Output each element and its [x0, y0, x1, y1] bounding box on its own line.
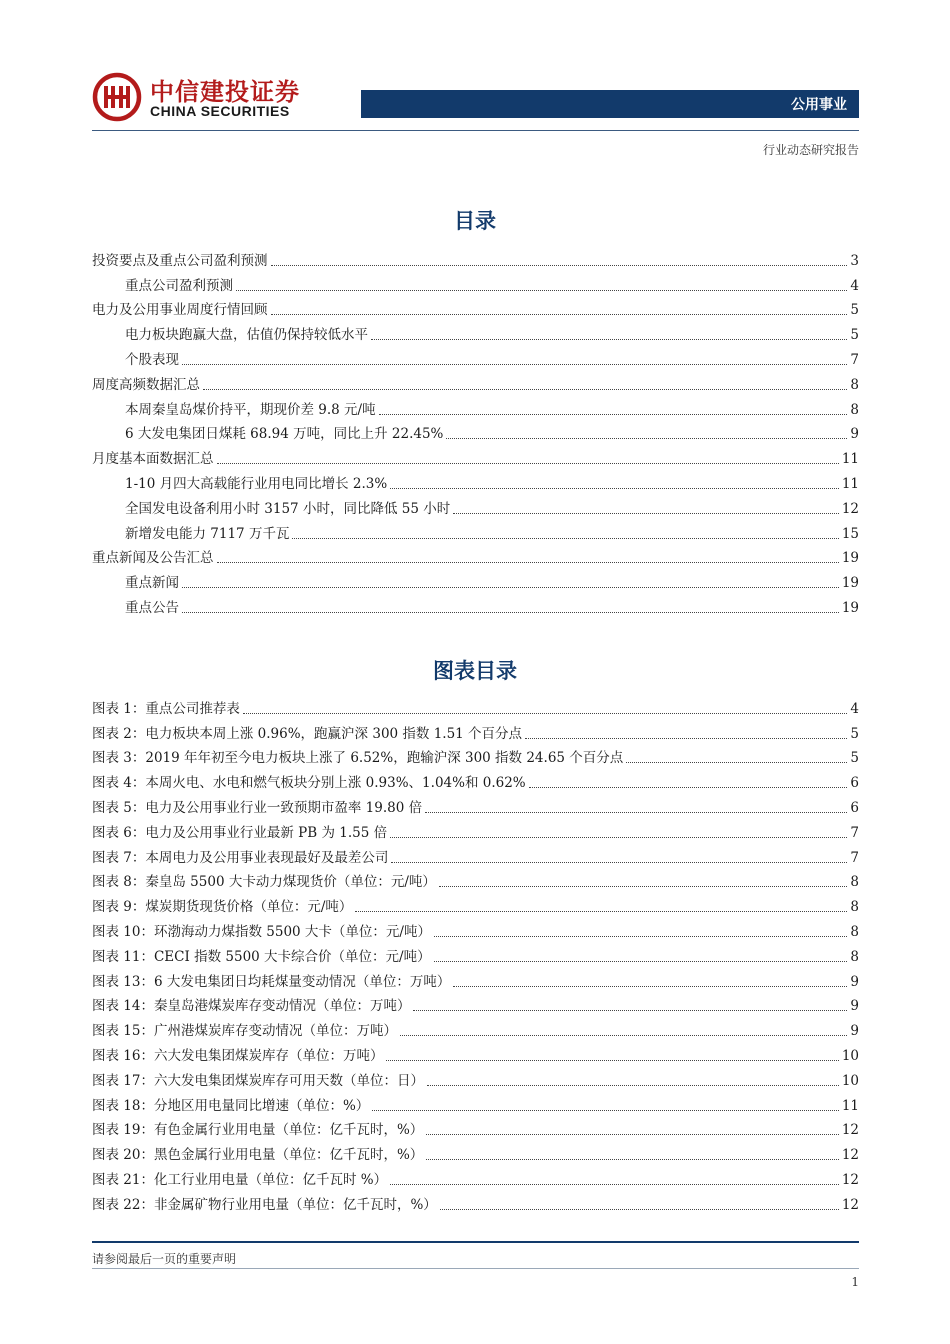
toc-entry-page: 3: [850, 252, 859, 269]
toc-entry[interactable]: [92, 443, 859, 468]
toc-entry-text: 重点公司盈利预测: [125, 277, 233, 294]
figure-entry-text: 图表 2：电力板块本周上涨 0.96%，跑赢沪深 300 指数 1.51 个百分点: [92, 725, 523, 742]
figure-entry-page: 12: [841, 1147, 859, 1164]
sector-banner: [361, 90, 859, 118]
toc-entry-page: 9: [850, 426, 859, 443]
dot-leader: [425, 811, 847, 813]
figure-entry[interactable]: [92, 1090, 859, 1115]
figure-entry[interactable]: [92, 817, 859, 842]
figure-entry-page: 7: [850, 824, 859, 841]
dot-leader: [236, 289, 847, 291]
figure-entry[interactable]: [92, 1065, 859, 1090]
toc-entry[interactable]: [92, 344, 859, 369]
figure-entry[interactable]: [92, 767, 859, 792]
toc-entry-text: 1-10 月四大高载能行业用电同比增长 2.3%: [125, 475, 388, 492]
dot-leader: [391, 861, 847, 863]
figure-entry-text: 图表 1：重点公司推荐表: [92, 700, 240, 717]
citic-logo-icon: [92, 72, 142, 122]
toc-entry[interactable]: [92, 468, 859, 493]
toc-entry[interactable]: [92, 518, 859, 543]
figure-entry-page: 9: [850, 1023, 859, 1040]
dot-leader: [413, 1009, 847, 1011]
toc-entry-text: 新增发电能力 7117 万千瓦: [125, 525, 290, 542]
figure-entry-page: 6: [850, 799, 859, 816]
figure-entry-text: 图表 7：本周电力及公用事业表现最好及最差公司: [92, 849, 389, 866]
dot-leader: [426, 1133, 839, 1135]
toc-entry-text: 全国发电设备利用小时 3157 小时，同比降低 55 小时: [125, 500, 451, 517]
dot-leader: [525, 737, 847, 739]
toc-entry-page: 8: [850, 376, 859, 393]
dot-leader: [439, 885, 848, 887]
figure-entry-page: 8: [850, 874, 859, 891]
footer-divider: [92, 1241, 859, 1243]
dot-leader: [217, 462, 839, 464]
toc-entry-page: 15: [841, 525, 859, 542]
toc-entry-page: 11: [841, 475, 859, 492]
toc-entry-page: 19: [841, 575, 859, 592]
dot-leader: [440, 1208, 839, 1210]
figure-entry-text: 图表 9：煤炭期货现货价格（单位：元/吨）: [92, 899, 353, 916]
toc-entry[interactable]: [92, 543, 859, 568]
figure-entry-text: 图表 20：黑色金属行业用电量（单位：亿千瓦时，%）: [92, 1147, 424, 1164]
footer-divider-thin: [92, 1268, 859, 1269]
dot-leader: [372, 1109, 839, 1111]
page-number: 1: [851, 1275, 859, 1289]
figure-entry[interactable]: [92, 1115, 859, 1140]
dot-leader: [271, 313, 848, 315]
figure-entry-page: 7: [850, 849, 859, 866]
dot-leader: [427, 1084, 839, 1086]
figure-entry[interactable]: [92, 1139, 859, 1164]
figure-entry-text: 图表 11：CECI 指数 5500 大卡综合价（单位：元/吨）: [92, 948, 431, 965]
dot-leader: [390, 1183, 839, 1185]
figure-entry-text: 图表 18：分地区用电量同比增速（单位：%）: [92, 1097, 370, 1114]
toc-entry[interactable]: [92, 394, 859, 419]
figure-entry-text: 图表 8：秦皇岛 5500 大卡动力煤现货价（单位：元/吨）: [92, 874, 436, 891]
figure-entry[interactable]: [92, 867, 859, 892]
toc-entry[interactable]: [92, 567, 859, 592]
dot-leader: [182, 363, 847, 365]
toc-entry[interactable]: [92, 493, 859, 518]
figure-entry-page: 12: [841, 1171, 859, 1188]
toc-entry-text: 投资要点及重点公司盈利预测: [92, 252, 268, 269]
figure-entry-text: 图表 17：六大发电集团煤炭库存可用天数（单位：日）: [92, 1072, 424, 1089]
toc-title: 目录: [454, 209, 496, 233]
figure-entry[interactable]: [92, 792, 859, 817]
dot-leader: [390, 836, 847, 838]
dot-leader: [434, 960, 848, 962]
dot-leader: [426, 1158, 839, 1160]
dot-leader: [453, 512, 839, 514]
sector-label: 公用事业: [791, 97, 847, 113]
dot-leader: [446, 437, 847, 439]
figure-entry-text: 图表 13：6 大发电集团日均耗煤量变动情况（单位：万吨）: [92, 973, 451, 990]
dot-leader: [355, 910, 847, 912]
figure-entry-page: 11: [841, 1097, 859, 1114]
figure-entry-text: 图表 10：环渤海动力煤指数 5500 大卡（单位：元/吨）: [92, 923, 431, 940]
toc-entry-page: 5: [850, 327, 859, 344]
figure-entry[interactable]: [92, 718, 859, 743]
figure-entry-page: 8: [850, 899, 859, 916]
dot-leader: [379, 413, 848, 415]
dot-leader: [390, 487, 839, 489]
figure-entry-page: 4: [850, 700, 859, 717]
toc-entry-page: 19: [841, 599, 859, 616]
figure-entry-page: 10: [841, 1047, 859, 1064]
figure-entry[interactable]: [92, 916, 859, 941]
figure-entry[interactable]: [92, 693, 859, 718]
toc-entry-text: 本周秦皇岛煤价持平，期现价差 9.8 元/吨: [125, 401, 376, 418]
figure-entry-page: 12: [841, 1122, 859, 1139]
dot-leader: [182, 611, 839, 613]
dot-leader: [292, 537, 838, 539]
dot-leader: [386, 1059, 838, 1061]
table-of-contents: [92, 245, 859, 617]
figure-entry-page: 9: [850, 998, 859, 1015]
figure-entry-page: 12: [841, 1196, 859, 1213]
figure-entry-text: 图表 22：非金属矿物行业用电量（单位：亿千瓦时，%）: [92, 1196, 437, 1213]
toc-entry-page: 4: [850, 277, 859, 294]
toc-entry-text: 重点新闻及公告汇总: [92, 550, 214, 567]
figure-entry-text: 图表 19：有色金属行业用电量（单位：亿千瓦时，%）: [92, 1122, 424, 1139]
toc-entry-text: 重点新闻: [125, 575, 179, 592]
dot-leader: [243, 712, 848, 714]
brand-name-cn: 中信建投证券: [150, 78, 300, 106]
figure-entry-text: 图表 14：秦皇岛港煤炭库存变动情况（单位：万吨）: [92, 998, 411, 1015]
report-type-label: 行业动态研究报告: [762, 143, 859, 157]
figure-entry-page: 8: [850, 923, 859, 940]
toc-entry[interactable]: [92, 592, 859, 617]
figure-entry-text: 图表 3：2019 年年初至今电力板块上涨了 6.52%，跑输沪深 300 指数 24.65 个百分点: [92, 750, 624, 767]
figure-entry[interactable]: [92, 1040, 859, 1065]
header-divider: [92, 130, 859, 131]
dot-leader: [203, 388, 847, 390]
toc-entry-text: 6 大发电集团日煤耗 68.94 万吨，同比上升 22.45%: [125, 426, 444, 443]
toc-entry-page: 5: [850, 302, 859, 319]
dot-leader: [626, 761, 847, 763]
toc-entry-page: 7: [850, 351, 859, 368]
figure-entry-text: 图表 6：电力及公用事业行业最新 PB 为 1.55 倍: [92, 824, 388, 841]
dot-leader: [434, 935, 847, 937]
figure-entry[interactable]: [92, 991, 859, 1016]
dot-leader: [371, 338, 847, 340]
toc-entry-page: 12: [841, 500, 859, 517]
toc-entry[interactable]: [92, 419, 859, 444]
toc-entry-text: 个股表现: [125, 351, 179, 368]
figure-entry-text: 图表 4：本周火电、水电和燃气板块分别上涨 0.93%、1.04%和 0.62%: [92, 775, 526, 792]
page-header: [0, 0, 950, 160]
figure-entry-page: 5: [850, 750, 859, 767]
figure-entry[interactable]: [92, 1164, 859, 1189]
figure-entry[interactable]: [92, 891, 859, 916]
toc-entry[interactable]: [92, 369, 859, 394]
figure-entry-page: 10: [841, 1072, 859, 1089]
figure-entry-text: 图表 15：广州港煤炭库存变动情况（单位：万吨）: [92, 1023, 397, 1040]
toc-entry[interactable]: [92, 245, 859, 270]
figure-entry[interactable]: [92, 966, 859, 991]
figure-entry-text: 图表 21：化工行业用电量（单位：亿千瓦时 %）: [92, 1171, 388, 1188]
figures-toc-title: 图表目录: [433, 659, 517, 683]
toc-entry-page: 8: [850, 401, 859, 418]
list-of-figures: [92, 693, 859, 1214]
toc-entry[interactable]: [92, 295, 859, 320]
toc-entry-page: 19: [841, 550, 859, 567]
figure-entry-page: 6: [850, 775, 859, 792]
toc-entry-text: 电力板块跑赢大盘，估值仍保持较低水平: [125, 327, 368, 344]
toc-entry-text: 重点公告: [125, 599, 179, 616]
dot-leader: [182, 586, 839, 588]
figure-entry-text: 图表 16：六大发电集团煤炭库存（单位：万吨）: [92, 1047, 384, 1064]
figure-entry[interactable]: [92, 1189, 859, 1214]
figure-entry-text: 图表 5：电力及公用事业行业一致预期市盈率 19.80 倍: [92, 799, 423, 816]
dot-leader: [529, 786, 848, 788]
brand-name-en: CHINA SECURITIES: [150, 103, 290, 119]
figure-entry[interactable]: [92, 941, 859, 966]
dot-leader: [400, 1034, 847, 1036]
dot-leader: [271, 264, 848, 266]
toc-entry-text: 月度基本面数据汇总: [92, 451, 214, 468]
dot-leader: [217, 561, 839, 563]
figure-entry[interactable]: [92, 842, 859, 867]
toc-entry-text: 电力及公用事业周度行情回顾: [92, 302, 268, 319]
toc-entry-page: 11: [841, 451, 859, 468]
toc-entry[interactable]: [92, 270, 859, 295]
figure-entry[interactable]: [92, 1015, 859, 1040]
figure-entry-page: 9: [850, 973, 859, 990]
figure-entry[interactable]: [92, 743, 859, 768]
toc-entry-text: 周度高频数据汇总: [92, 376, 200, 393]
figure-entry-page: 5: [850, 725, 859, 742]
figure-entry-page: 8: [850, 948, 859, 965]
footer-disclaimer: 请参阅最后一页的重要声明: [92, 1252, 237, 1266]
toc-entry[interactable]: [92, 319, 859, 344]
dot-leader: [453, 985, 847, 987]
